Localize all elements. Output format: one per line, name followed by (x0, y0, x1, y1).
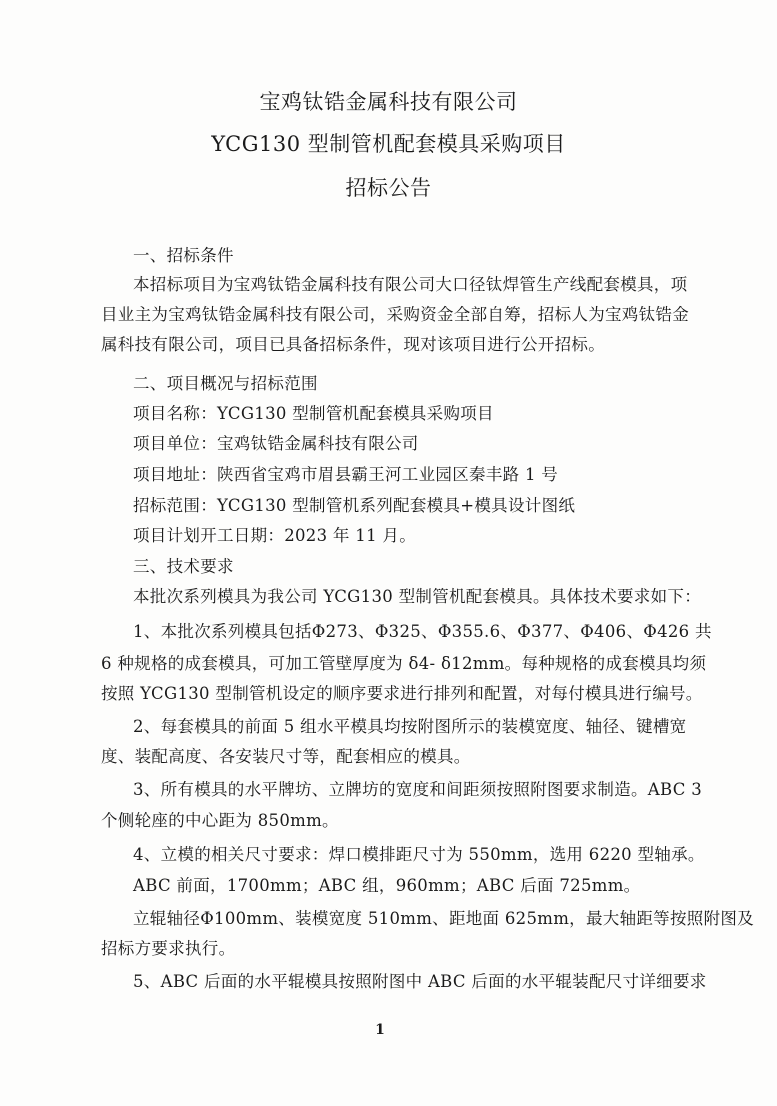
paragraph-line: 目业主为宝鸡钛锆金属科技有限公司，采购资金全部自筹，招标人为宝鸡钛锆金 (101, 305, 689, 324)
page-number: 1 (375, 1022, 385, 1038)
requirement-2-line: 2、每套模具的前面 5 组水平模具均按附图所示的装模宽度、轴径、键槽宽 (133, 717, 687, 736)
project-title: YCG130 型制管机配套模具采购项目 (211, 132, 566, 156)
paragraph-line: 按照 YCG130 型制管机设定的顺序要求进行排列和配置，对每付模具进行编号。 (101, 684, 703, 703)
section-heading-project-overview: 二、项目概况与招标范围 (133, 374, 318, 393)
start-date-line: 项目计划开工日期：2023 年 11 月。 (133, 526, 417, 545)
project-address-line: 项目地址：陕西省宝鸡市眉县霸王河工业园区秦丰路 1 号 (133, 465, 559, 484)
project-unit-line: 项目单位：宝鸡钛锆金属科技有限公司 (133, 434, 419, 453)
company-title: 宝鸡钛锆金属科技有限公司 (259, 90, 518, 114)
paragraph-line: 个侧轮座的中心距为 850mm。 (101, 811, 339, 830)
section-heading-technical-requirements: 三、技术要求 (133, 557, 234, 576)
requirement-3-line: 3、所有模具的水平牌坊、立牌坊的宽度和间距须按照附图要求制造。ABC 3 (133, 780, 703, 799)
paragraph-line: ABC 前面，1700mm；ABC 组，960mm；ABC 后面 725mm。 (133, 876, 641, 895)
requirement-5-line: 5、ABC 后面的水平辊模具按照附图中 ABC 后面的水平辊装配尺寸详细要求 (133, 972, 707, 991)
project-name-line: 项目名称：YCG130 型制管机配套模具采购项目 (133, 404, 494, 423)
requirement-1-line: 1、本批次系列模具包括Φ273、Φ325、Φ355.6、Φ377、Φ406、Φ426 共 (133, 622, 712, 641)
paragraph-line: 本批次系列模具为我公司 YCG130 型制管机配套模具。具体技术要求如下： (133, 587, 701, 606)
bidding-scope-line: 招标范围：YCG130 型制管机系列配套模具+模具设计图纸 (133, 496, 576, 515)
paragraph-line: 6 种规格的成套模具，可加工管壁厚度为 δ4- δ12mm。每种规格的成套模具均须 (101, 654, 707, 673)
paragraph-line: 立辊轴径Φ100mm、装模宽度 510mm、距地面 625mm，最大轴距等按照附图及 (133, 909, 754, 928)
paragraph-line: 招标方要求执行。 (101, 939, 236, 958)
paragraph-line: 本招标项目为宝鸡钛锆金属科技有限公司大口径钛焊管生产线配套模具，项 (133, 275, 688, 294)
paragraph-line: 属科技有限公司，项目已具备招标条件，现对该项目进行公开招标。 (101, 335, 605, 354)
paragraph-line: 度、装配高度、各安装尺寸等，配套相应的模具。 (101, 747, 471, 766)
requirement-4-line: 4、立模的相关尺寸要求：焊口模排距尺寸为 550mm，选用 6220 型轴承。 (133, 845, 705, 864)
document-type-title: 招标公告 (345, 176, 432, 200)
section-heading-bidding-conditions: 一、招标条件 (133, 246, 234, 265)
